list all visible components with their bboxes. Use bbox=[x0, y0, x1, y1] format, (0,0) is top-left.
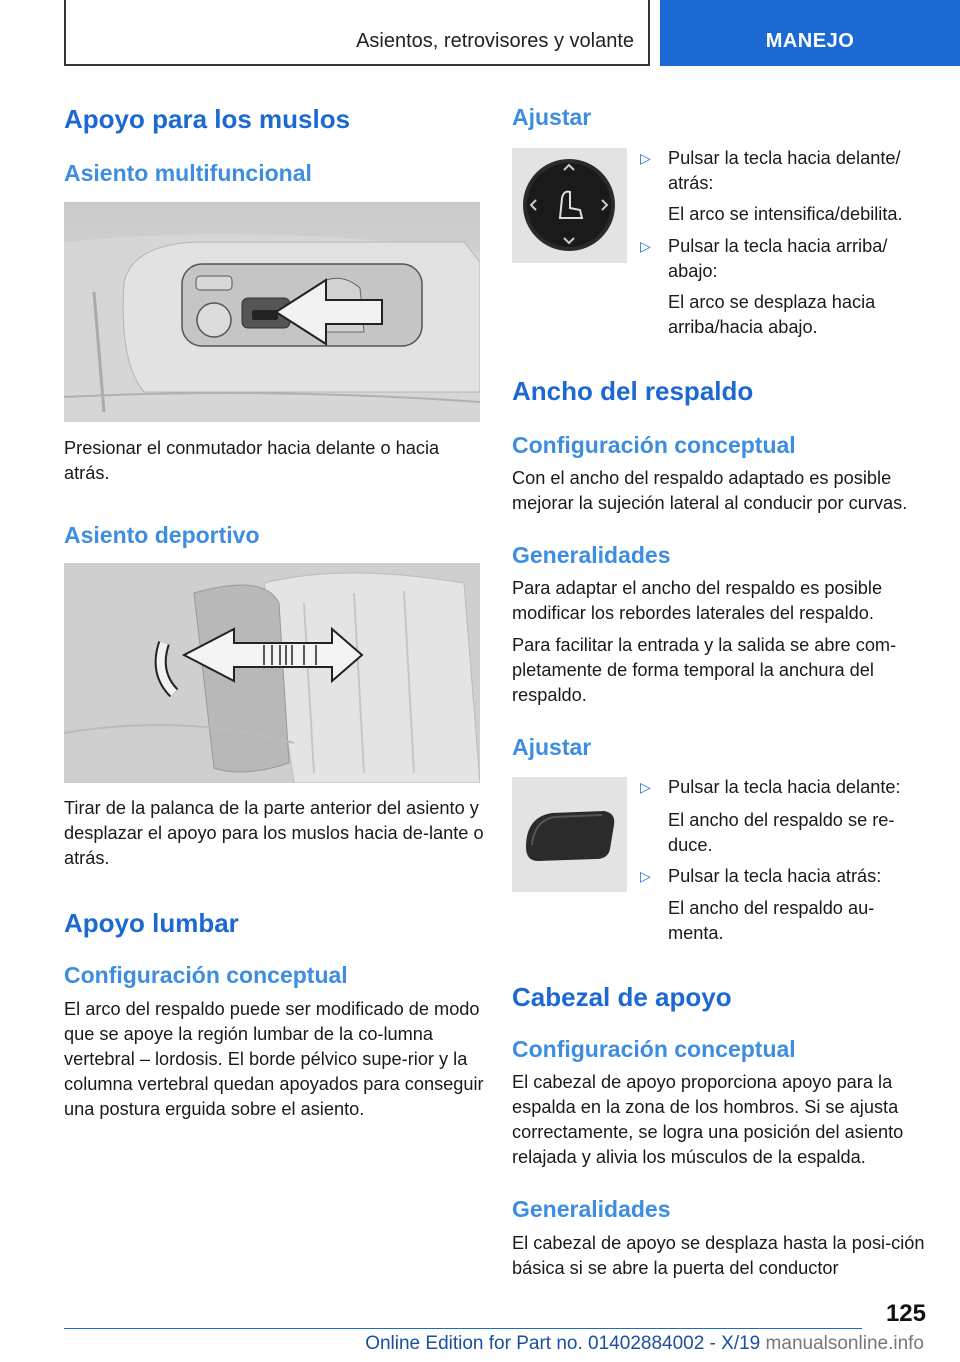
heading-concept-headrest: Configuración conceptual bbox=[512, 1036, 796, 1062]
heading-concept-lumbar: Configuración conceptual bbox=[64, 962, 348, 988]
paragraph-multifunction: Presionar el conmutador hacia delante o hacia atrás. bbox=[64, 438, 440, 483]
triangle-right-icon: ▷ bbox=[640, 238, 651, 254]
paragraph-concept-headrest: El cabezal de apoyo proporciona apoyo para la espalda en la zona de los hombros. Si se ajusta correctamente, se logra una posición del asiento relajada y alivia los músculos de la espalda. bbox=[512, 1072, 904, 1167]
heading-adjust-lumbar: Ajustar bbox=[512, 104, 592, 130]
triangle-right-icon: ▷ bbox=[640, 779, 651, 795]
paragraph-concept-width: Con el ancho del respaldo adaptado es posible mejorar la sujeción lateral al conducir por curvas. bbox=[512, 468, 908, 513]
multifunction-seat-switch-image bbox=[64, 202, 480, 422]
heading-backrest-width: Ancho del respaldo bbox=[512, 376, 754, 406]
paragraph-concept-lumbar: El arco del respaldo puede ser modificado de modo que se apoye la región lumbar de la co-lumna vertebral – lordosis. El borde pélvico supe-rior y la columna vertebral quedan apoyados para conseguir una postura erguida sobre el asiento. bbox=[64, 999, 484, 1119]
triangle-right-icon: ▷ bbox=[640, 150, 651, 166]
width-rocker-illustration bbox=[512, 777, 627, 892]
edition-text: Online Edition for Part no. 01402884002 - X/19 bbox=[365, 1333, 761, 1354]
bullet-up-down: Pulsar la tecla hacia arriba/ abajo: bbox=[668, 236, 888, 281]
lumbar-dial-illustration bbox=[512, 148, 627, 263]
heading-thigh-support: Apoyo para los muslos bbox=[64, 104, 351, 134]
heading-multifunction-seat: Asiento multifuncional bbox=[64, 160, 312, 186]
section-title: Asientos, retrovisores y volante bbox=[356, 30, 634, 52]
page-number: 125 bbox=[885, 1300, 926, 1327]
footer-edition bbox=[64, 1333, 924, 1355]
thigh-support-illustration bbox=[64, 563, 480, 783]
sport-seat-lever-image bbox=[64, 563, 480, 783]
paragraph-general-width-2: Para facilitar la entrada y la salida se abre com-pletamente de forma temporal la anchura del respaldo. bbox=[512, 635, 897, 705]
bullet-forward-back: Pulsar la tecla hacia delante/ atrás: bbox=[668, 148, 901, 193]
heading-headrest: Cabezal de apoyo bbox=[512, 982, 732, 1012]
chapter-tab[interactable] bbox=[660, 0, 960, 66]
header-section-box bbox=[64, 0, 650, 66]
watermark-text[interactable]: manualsonline.info bbox=[765, 1333, 924, 1354]
heading-sport-seat: Asiento deportivo bbox=[64, 522, 260, 548]
paragraph-general-width-1: Para adaptar el ancho del respaldo es posible modificar los rebordes laterales del respaldo. bbox=[512, 578, 883, 623]
seat-switch-illustration bbox=[64, 202, 480, 422]
bullet-press-forward-result: El ancho del respaldo se re-duce. bbox=[668, 810, 895, 855]
paragraph-general-headrest: El cabezal de apoyo se desplaza hasta la posi-ción básica si se abre la puerta del conductor bbox=[512, 1233, 925, 1278]
heading-general-headrest: Generalidades bbox=[512, 1196, 671, 1222]
chapter-label: MANEJO bbox=[765, 30, 855, 52]
paragraph-sport: Tirar de la palanca de la parte anterior del asiento y desplazar el apoyo para los muslos hacia de-lante o atrás. bbox=[64, 798, 484, 868]
heading-concept-width: Configuración conceptual bbox=[512, 432, 796, 458]
lumbar-switch-image bbox=[512, 148, 627, 263]
triangle-right-icon: ▷ bbox=[640, 868, 651, 884]
bullet-press-back-result: El ancho del respaldo au-menta. bbox=[668, 898, 875, 943]
footer-divider bbox=[64, 1328, 862, 1329]
width-switch-image bbox=[512, 777, 627, 892]
bullet-press-back: Pulsar la tecla hacia atrás: bbox=[668, 866, 882, 886]
heading-lumbar-support: Apoyo lumbar bbox=[64, 908, 239, 938]
bullet-forward-back-result: El arco se intensifica/debilita. bbox=[668, 204, 903, 224]
bullet-up-down-result: El arco se desplaza hacia arriba/hacia abajo. bbox=[668, 292, 876, 337]
heading-adjust-width: Ajustar bbox=[512, 734, 592, 760]
bullet-press-forward: Pulsar la tecla hacia delante: bbox=[668, 777, 901, 797]
heading-general-width: Generalidades bbox=[512, 542, 671, 568]
